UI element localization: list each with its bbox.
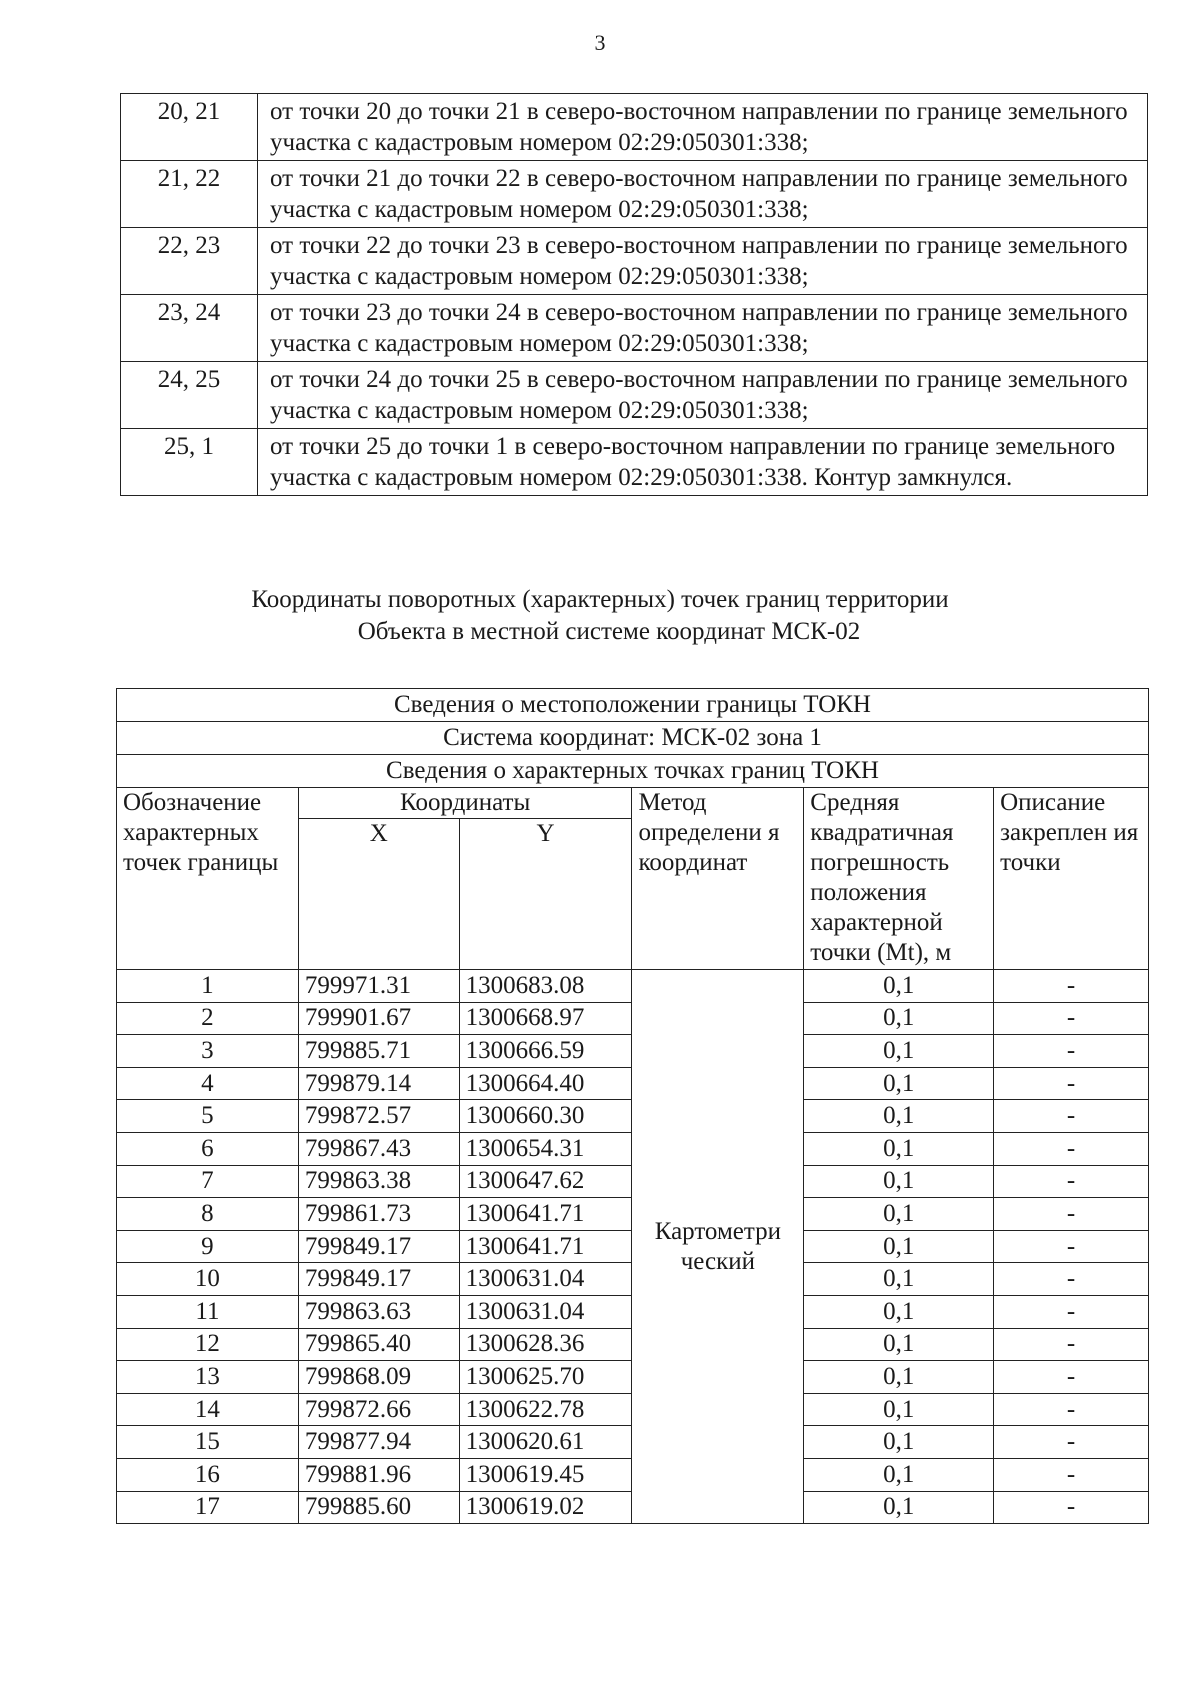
- coordinate-y: 1300647.62: [459, 1165, 632, 1198]
- segment-row: [121, 362, 1148, 429]
- segment-description: от точки 25 до точки 1 в северо-восточном направлении по границе земельного участка с кадастровым номером 02:29:050301:338. Контур замкнулся.: [258, 429, 1148, 496]
- mean-square-error-value: 0,1: [804, 1426, 994, 1459]
- mean-square-error-value: 0,1: [804, 1328, 994, 1361]
- header-x: X: [298, 819, 459, 970]
- mean-square-error-value: 0,1: [804, 1361, 994, 1394]
- point-number: 15: [117, 1426, 299, 1459]
- point-number: 5: [117, 1100, 299, 1133]
- point-description-value: -: [994, 1491, 1149, 1524]
- caption-coordinate-system: Система координат: МСК-02 зона 1: [117, 722, 1149, 755]
- point-description-value: -: [994, 1198, 1149, 1231]
- coordinate-x: 799881.96: [298, 1458, 459, 1491]
- page-number: 3: [594, 30, 606, 55]
- header-coordinates: Координаты: [298, 788, 632, 819]
- point-number: 10: [117, 1263, 299, 1296]
- point-description-value: -: [994, 1100, 1149, 1133]
- coordinate-y: 1300619.45: [459, 1458, 632, 1491]
- point-description-value: -: [994, 1263, 1149, 1296]
- mean-square-error-value: 0,1: [804, 1393, 994, 1426]
- mean-square-error-value: 0,1: [804, 970, 994, 1003]
- point-description-value: -: [994, 1132, 1149, 1165]
- point-number: 14: [117, 1393, 299, 1426]
- segment-row: [121, 94, 1148, 161]
- segment-description: от точки 21 до точки 22 в северо-восточном направлении по границе земельного участка с кадастровым номером 02:29:050301:338;: [258, 161, 1148, 228]
- segment-points: 21, 22: [121, 161, 258, 228]
- point-number: 1: [117, 970, 299, 1003]
- point-number: 17: [117, 1491, 299, 1524]
- coordinate-x: 799901.67: [298, 1002, 459, 1035]
- mean-square-error-value: 0,1: [804, 1295, 994, 1328]
- coordinate-x: 799872.57: [298, 1100, 459, 1133]
- coordinate-y: 1300641.71: [459, 1230, 632, 1263]
- segment-points: 23, 24: [121, 295, 258, 362]
- coordinate-x: 799971.31: [298, 970, 459, 1003]
- section-title-line2: Объекта в местной системе координат МСК-02: [357, 618, 861, 645]
- point-number: 8: [117, 1198, 299, 1231]
- coordinate-x: 799885.60: [298, 1491, 459, 1524]
- segment-row: [121, 228, 1148, 295]
- caption-characteristic-points: Сведения о характерных точках границ ТОКН: [117, 755, 1149, 788]
- mean-square-error-value: 0,1: [804, 1263, 994, 1296]
- point-number: 16: [117, 1458, 299, 1491]
- coordinate-y: 1300660.30: [459, 1100, 632, 1133]
- coordinate-y: 1300619.02: [459, 1491, 632, 1524]
- mean-square-error-value: 0,1: [804, 1491, 994, 1524]
- coordinate-y: 1300666.59: [459, 1035, 632, 1068]
- segment-points: 22, 23: [121, 228, 258, 295]
- segment-description: от точки 20 до точки 21 в северо-восточном направлении по границе земельного участка с кадастровым номером 02:29:050301:338;: [258, 94, 1148, 161]
- caption-boundary-location: Сведения о местоположении границы ТОКН: [117, 689, 1149, 722]
- point-description-value: -: [994, 1067, 1149, 1100]
- coordinate-x: 799867.43: [298, 1132, 459, 1165]
- method-value: Картометри ческий: [632, 970, 804, 1524]
- coordinate-x: 799879.14: [298, 1067, 459, 1100]
- point-number: 11: [117, 1295, 299, 1328]
- header-point-description: Описание закреплен ия точки: [994, 788, 1149, 970]
- mean-square-error-value: 0,1: [804, 1198, 994, 1231]
- point-number: 2: [117, 1002, 299, 1035]
- coordinate-x: 799849.17: [298, 1263, 459, 1296]
- coordinate-x: 799861.73: [298, 1198, 459, 1231]
- section-title: [0, 584, 1200, 648]
- coordinate-x: 799872.66: [298, 1393, 459, 1426]
- coordinate-y: 1300631.04: [459, 1263, 632, 1296]
- coordinate-y: 1300622.78: [459, 1393, 632, 1426]
- segment-points: 25, 1: [121, 429, 258, 496]
- mean-square-error-value: 0,1: [804, 1100, 994, 1133]
- point-description-value: -: [994, 1458, 1149, 1491]
- point-description-value: -: [994, 1002, 1149, 1035]
- mean-square-error-value: 0,1: [804, 1002, 994, 1035]
- coordinate-x: 799863.63: [298, 1295, 459, 1328]
- mean-square-error-value: 0,1: [804, 1067, 994, 1100]
- coordinate-x: 799885.71: [298, 1035, 459, 1068]
- segment-row: [121, 161, 1148, 228]
- point-number: 9: [117, 1230, 299, 1263]
- mean-square-error-value: 0,1: [804, 1132, 994, 1165]
- coordinate-y: 1300620.61: [459, 1426, 632, 1459]
- header-method: Метод определени я координат: [632, 788, 804, 970]
- point-description-value: -: [994, 1165, 1149, 1198]
- coordinate-row: [117, 970, 1149, 1003]
- coordinate-y: 1300641.71: [459, 1198, 632, 1231]
- section-title-line1: Координаты поворотных (характерных) точек границ территории: [251, 586, 949, 613]
- segment-points: 20, 21: [121, 94, 258, 161]
- segment-description: от точки 23 до точки 24 в северо-восточном направлении по границе земельного участка с кадастровым номером 02:29:050301:338;: [258, 295, 1148, 362]
- point-description-value: -: [994, 1230, 1149, 1263]
- point-description-value: -: [994, 1361, 1149, 1394]
- point-number: 13: [117, 1361, 299, 1394]
- mean-square-error-value: 0,1: [804, 1165, 994, 1198]
- boundary-segments-table: [120, 93, 1148, 496]
- coordinate-y: 1300683.08: [459, 970, 632, 1003]
- coordinate-y: 1300664.40: [459, 1067, 632, 1100]
- point-description-value: -: [994, 1295, 1149, 1328]
- coordinate-y: 1300668.97: [459, 1002, 632, 1035]
- segment-description: от точки 22 до точки 23 в северо-восточном направлении по границе земельного участка с кадастровым номером 02:29:050301:338;: [258, 228, 1148, 295]
- segment-row: [121, 295, 1148, 362]
- segment-points: 24, 25: [121, 362, 258, 429]
- point-number: 7: [117, 1165, 299, 1198]
- point-number: 12: [117, 1328, 299, 1361]
- point-description-value: -: [994, 1035, 1149, 1068]
- coordinate-y: 1300628.36: [459, 1328, 632, 1361]
- coordinates-table: [116, 688, 1149, 1524]
- mean-square-error-value: 0,1: [804, 1230, 994, 1263]
- header-mean-square-error: Средняя квадратичная погрешность положения характерной точки (Mt), м: [804, 788, 994, 970]
- point-number: 6: [117, 1132, 299, 1165]
- point-description-value: -: [994, 970, 1149, 1003]
- coordinate-y: 1300631.04: [459, 1295, 632, 1328]
- mean-square-error-value: 0,1: [804, 1458, 994, 1491]
- point-description-value: -: [994, 1393, 1149, 1426]
- segment-description: от точки 24 до точки 25 в северо-восточном направлении по границе земельного участка с кадастровым номером 02:29:050301:338;: [258, 362, 1148, 429]
- coordinate-x: 799865.40: [298, 1328, 459, 1361]
- coordinate-y: 1300625.70: [459, 1361, 632, 1394]
- point-description-value: -: [994, 1328, 1149, 1361]
- point-number: 3: [117, 1035, 299, 1068]
- coordinate-x: 799849.17: [298, 1230, 459, 1263]
- point-number: 4: [117, 1067, 299, 1100]
- coordinate-x: 799877.94: [298, 1426, 459, 1459]
- coordinate-x: 799868.09: [298, 1361, 459, 1394]
- mean-square-error-value: 0,1: [804, 1035, 994, 1068]
- segment-row: [121, 429, 1148, 496]
- header-designation: Обозначение характерных точек границы: [117, 788, 299, 970]
- header-y: Y: [459, 819, 632, 970]
- coordinate-x: 799863.38: [298, 1165, 459, 1198]
- point-description-value: -: [994, 1426, 1149, 1459]
- coordinate-y: 1300654.31: [459, 1132, 632, 1165]
